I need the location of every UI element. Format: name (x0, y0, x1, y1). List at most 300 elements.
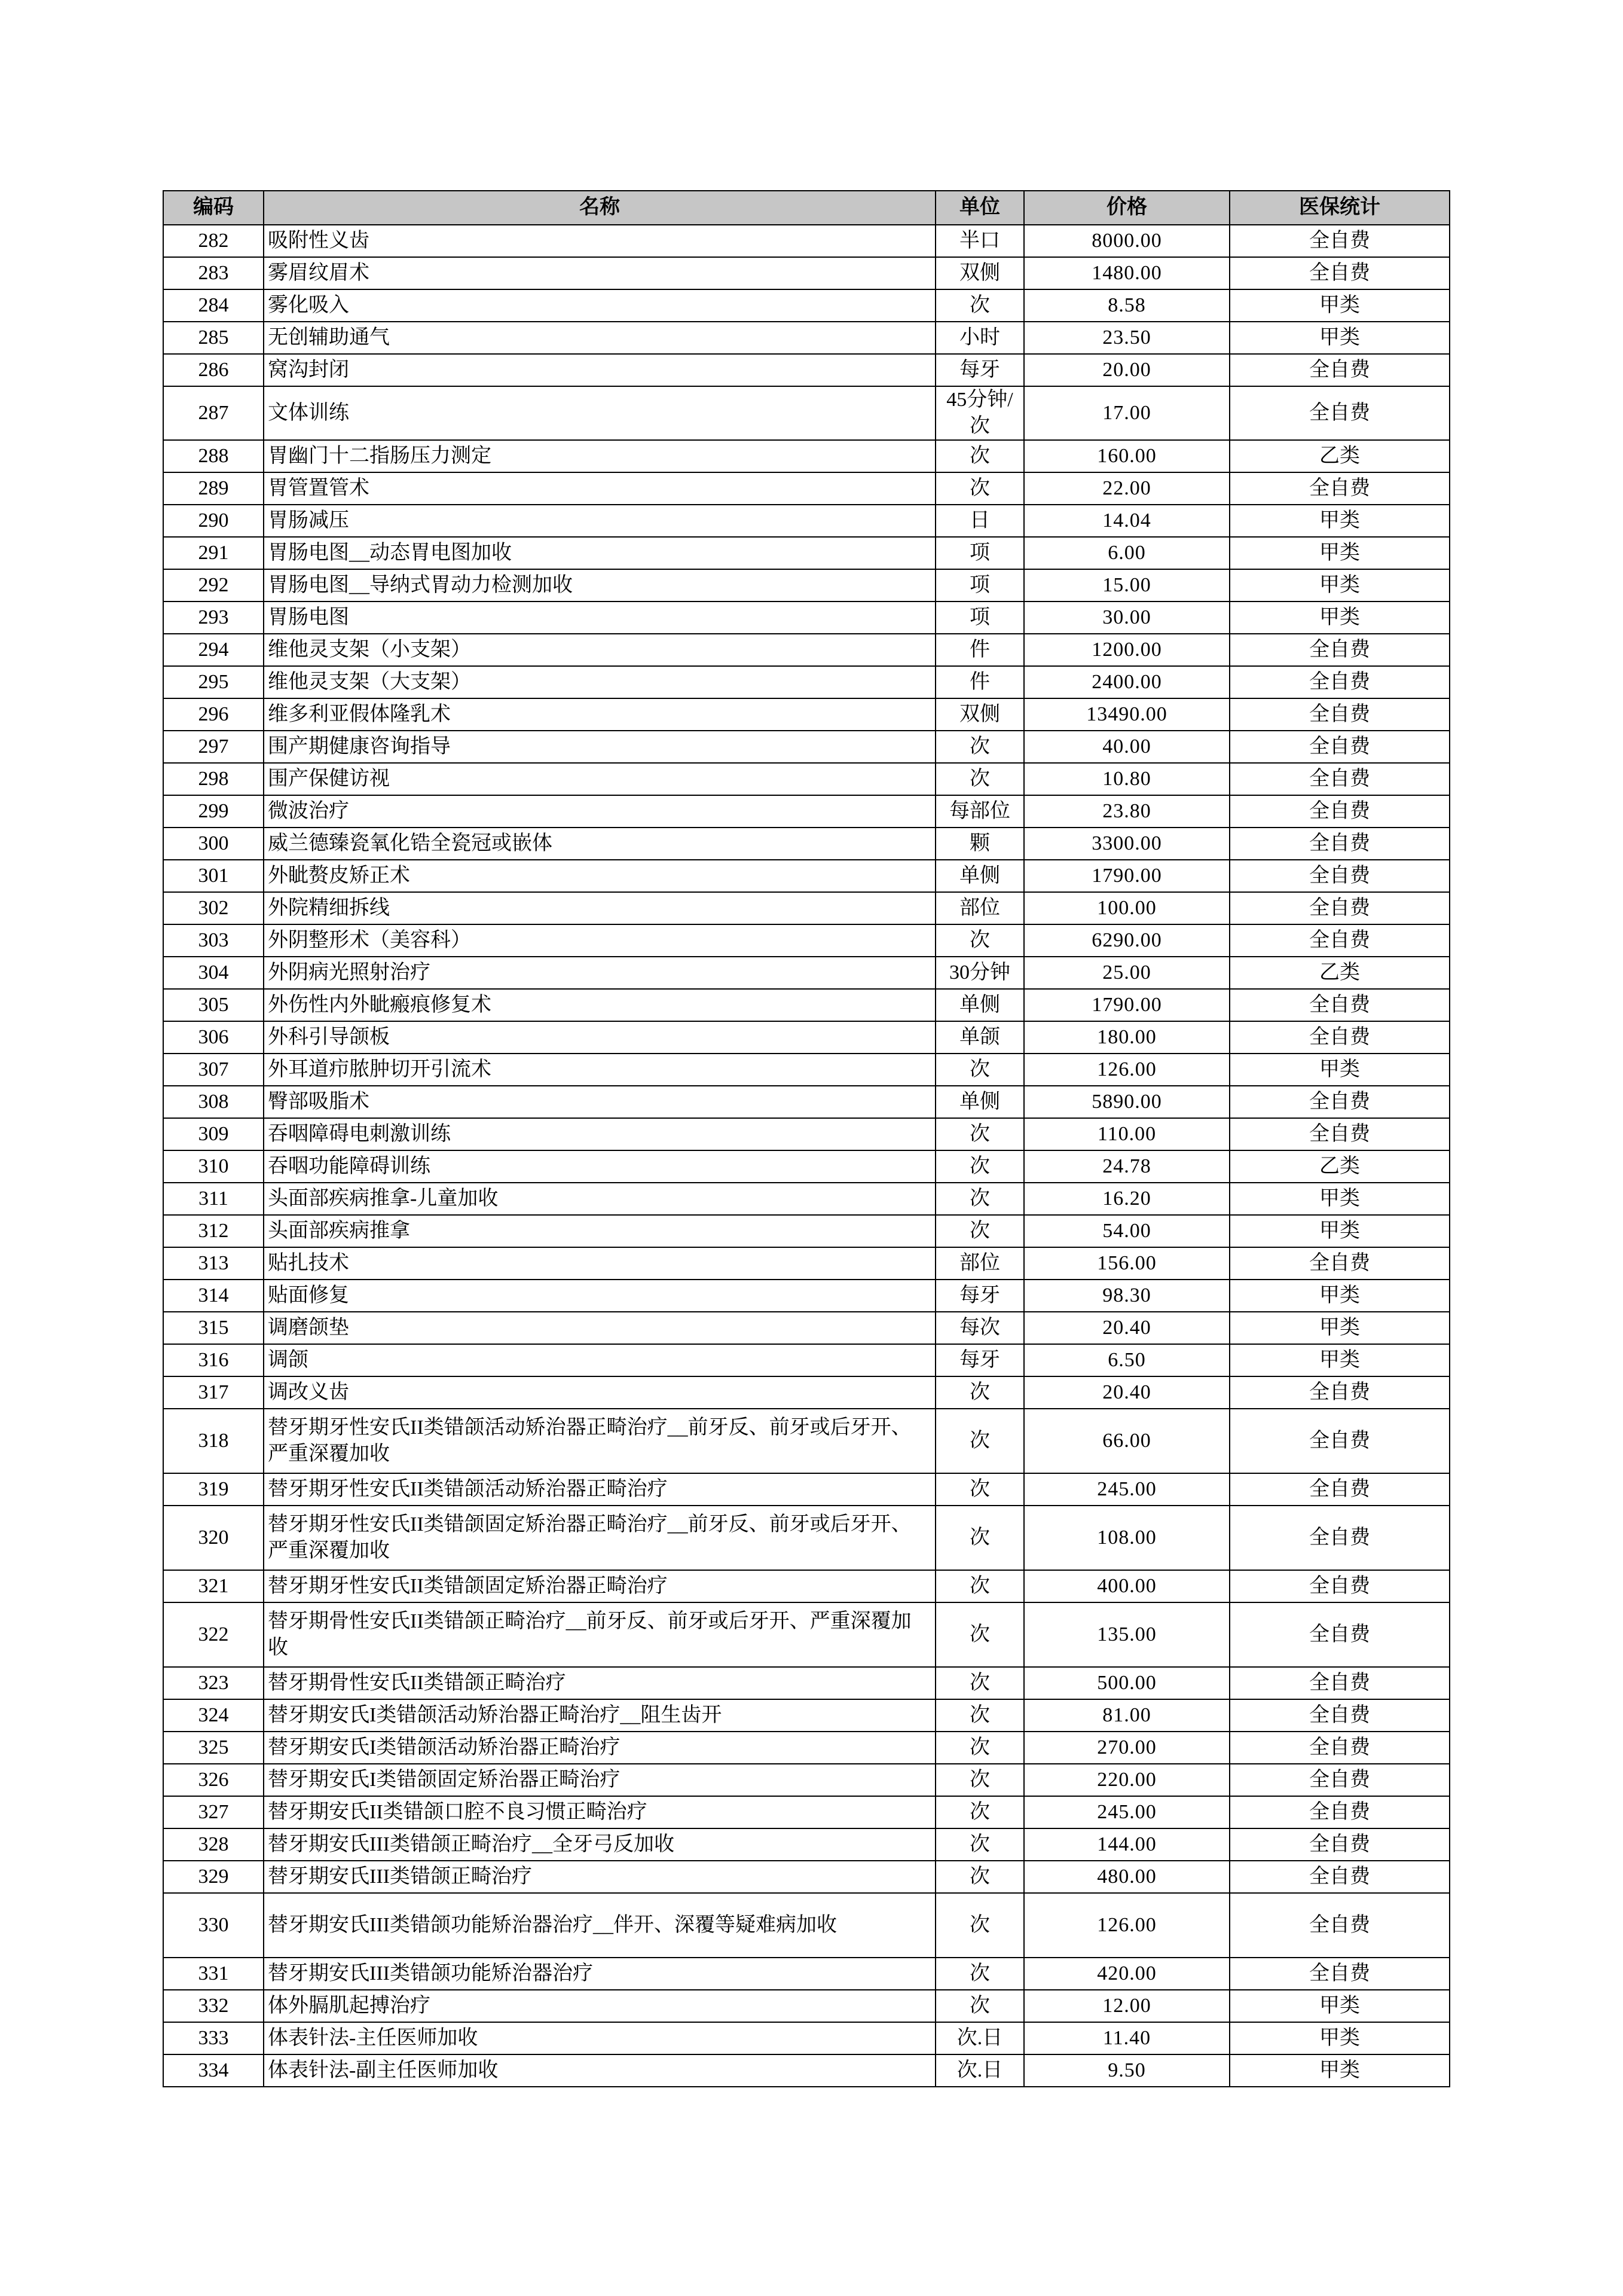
row-unit-cell: 次 (936, 1473, 1024, 1506)
row-insurance-cell: 甲类 (1230, 569, 1450, 602)
row-price-cell: 40.00 (1024, 731, 1230, 763)
row-unit-cell: 部位 (936, 1247, 1024, 1280)
row-insurance-cell: 全自费 (1230, 634, 1450, 666)
table-row (163, 1990, 1450, 2022)
row-insurance-cell: 全自费 (1230, 828, 1450, 860)
table-row (163, 1828, 1450, 1861)
row-insurance-cell: 全自费 (1230, 795, 1450, 828)
table-row (163, 1312, 1450, 1344)
table-row (163, 1506, 1450, 1570)
table-row (163, 1570, 1450, 1602)
row-price-cell: 15.00 (1024, 569, 1230, 602)
row-insurance-cell: 全自费 (1230, 698, 1450, 731)
row-code-cell: 315 (163, 1312, 264, 1344)
row-price-cell: 126.00 (1024, 1893, 1230, 1958)
price-list-table-container (163, 190, 1449, 2087)
row-name-cell: 威兰德臻瓷氧化锆全瓷冠或嵌体 (264, 828, 936, 860)
column-header-price: 价格 (1024, 191, 1230, 225)
medical-price-table (163, 190, 1450, 2087)
table-row (163, 698, 1450, 731)
row-unit-cell: 项 (936, 537, 1024, 569)
row-code-cell: 290 (163, 505, 264, 537)
row-unit-cell: 日 (936, 505, 1024, 537)
table-row (163, 860, 1450, 892)
row-unit-cell: 次 (936, 731, 1024, 763)
row-price-cell: 108.00 (1024, 1506, 1230, 1570)
row-insurance-cell: 甲类 (1230, 1280, 1450, 1312)
table-row (163, 505, 1450, 537)
row-unit-cell: 30分钟 (936, 957, 1024, 989)
row-name-cell: 无创辅助通气 (264, 322, 936, 354)
row-code-cell: 329 (163, 1861, 264, 1893)
row-name-cell: 头面部疾病推拿-儿童加收 (264, 1183, 936, 1215)
table-row (163, 795, 1450, 828)
row-insurance-cell: 甲类 (1230, 1054, 1450, 1086)
row-insurance-cell: 甲类 (1230, 602, 1450, 634)
row-price-cell: 13490.00 (1024, 698, 1230, 731)
row-name-cell: 替牙期安氏I类错颌活动矫治器正畸治疗__阻生齿开 (264, 1699, 936, 1732)
table-row (163, 1215, 1450, 1247)
row-price-cell: 8000.00 (1024, 225, 1230, 257)
row-name-cell: 外阴病光照射治疗 (264, 957, 936, 989)
row-price-cell: 1790.00 (1024, 989, 1230, 1021)
row-unit-cell: 每牙 (936, 1280, 1024, 1312)
row-code-cell: 330 (163, 1893, 264, 1958)
table-row (163, 1861, 1450, 1893)
row-insurance-cell: 全自费 (1230, 763, 1450, 795)
column-header-name: 名称 (264, 191, 936, 225)
row-name-cell: 外眦赘皮矫正术 (264, 860, 936, 892)
table-row (163, 1473, 1450, 1506)
table-row (163, 1280, 1450, 1312)
row-name-cell: 调磨颌垫 (264, 1312, 936, 1344)
row-code-cell: 325 (163, 1732, 264, 1764)
table-row (163, 225, 1450, 257)
row-unit-cell: 次 (936, 1409, 1024, 1473)
row-code-cell: 293 (163, 602, 264, 634)
row-code-cell: 328 (163, 1828, 264, 1861)
row-unit-cell: 单侧 (936, 860, 1024, 892)
row-unit-cell: 次 (936, 1861, 1024, 1893)
row-code-cell: 312 (163, 1215, 264, 1247)
row-price-cell: 135.00 (1024, 1602, 1230, 1667)
row-code-cell: 300 (163, 828, 264, 860)
row-name-cell: 吞咽功能障碍训练 (264, 1150, 936, 1183)
row-price-cell: 23.80 (1024, 795, 1230, 828)
row-price-cell: 6.50 (1024, 1344, 1230, 1376)
row-name-cell: 调改义齿 (264, 1376, 936, 1409)
column-header-code: 编码 (163, 191, 264, 225)
row-insurance-cell: 乙类 (1230, 957, 1450, 989)
row-code-cell: 284 (163, 289, 264, 322)
row-insurance-cell: 全自费 (1230, 1409, 1450, 1473)
row-price-cell: 20.40 (1024, 1312, 1230, 1344)
table-row (163, 1118, 1450, 1150)
row-unit-cell: 次 (936, 1183, 1024, 1215)
row-unit-cell: 次 (936, 1699, 1024, 1732)
row-unit-cell: 次 (936, 1667, 1024, 1699)
table-row (163, 1602, 1450, 1667)
row-code-cell: 296 (163, 698, 264, 731)
row-price-cell: 420.00 (1024, 1958, 1230, 1990)
row-price-cell: 1480.00 (1024, 257, 1230, 289)
row-price-cell: 180.00 (1024, 1021, 1230, 1054)
row-code-cell: 295 (163, 666, 264, 698)
row-code-cell: 307 (163, 1054, 264, 1086)
row-unit-cell: 半口 (936, 225, 1024, 257)
row-code-cell: 316 (163, 1344, 264, 1376)
row-unit-cell: 次 (936, 1828, 1024, 1861)
row-name-cell: 窝沟封闭 (264, 354, 936, 386)
row-insurance-cell: 全自费 (1230, 1376, 1450, 1409)
row-price-cell: 11.40 (1024, 2022, 1230, 2054)
row-unit-cell: 次 (936, 472, 1024, 505)
row-price-cell: 20.00 (1024, 354, 1230, 386)
row-code-cell: 304 (163, 957, 264, 989)
row-name-cell: 胃管置管术 (264, 472, 936, 505)
column-header-insurance: 医保统计 (1230, 191, 1450, 225)
row-code-cell: 301 (163, 860, 264, 892)
table-row (163, 1086, 1450, 1118)
row-code-cell: 283 (163, 257, 264, 289)
row-code-cell: 289 (163, 472, 264, 505)
row-price-cell: 10.80 (1024, 763, 1230, 795)
row-insurance-cell: 全自费 (1230, 1118, 1450, 1150)
row-unit-cell: 单侧 (936, 989, 1024, 1021)
row-name-cell: 替牙期牙性安氏II类错颌固定矫治器正畸治疗 (264, 1570, 936, 1602)
table-row (163, 1183, 1450, 1215)
row-price-cell: 22.00 (1024, 472, 1230, 505)
row-insurance-cell: 全自费 (1230, 1667, 1450, 1699)
row-code-cell: 332 (163, 1990, 264, 2022)
row-price-cell: 16.20 (1024, 1183, 1230, 1215)
row-name-cell: 外伤性内外眦瘢痕修复术 (264, 989, 936, 1021)
row-name-cell: 替牙期牙性安氏II类错颌活动矫治器正畸治疗 (264, 1473, 936, 1506)
row-code-cell: 287 (163, 386, 264, 440)
row-code-cell: 303 (163, 924, 264, 957)
row-insurance-cell: 全自费 (1230, 1699, 1450, 1732)
table-header (163, 191, 1450, 225)
table-row (163, 386, 1450, 440)
row-price-cell: 17.00 (1024, 386, 1230, 440)
row-insurance-cell: 甲类 (1230, 537, 1450, 569)
row-insurance-cell: 全自费 (1230, 1796, 1450, 1828)
row-insurance-cell: 全自费 (1230, 225, 1450, 257)
row-insurance-cell: 全自费 (1230, 1086, 1450, 1118)
row-price-cell: 2400.00 (1024, 666, 1230, 698)
row-unit-cell: 次.日 (936, 2022, 1024, 2054)
row-price-cell: 98.30 (1024, 1280, 1230, 1312)
row-name-cell: 微波治疗 (264, 795, 936, 828)
row-name-cell: 替牙期安氏III类错颌功能矫治器治疗 (264, 1958, 936, 1990)
row-price-cell: 220.00 (1024, 1764, 1230, 1796)
row-unit-cell: 双侧 (936, 698, 1024, 731)
row-price-cell: 5890.00 (1024, 1086, 1230, 1118)
row-code-cell: 286 (163, 354, 264, 386)
row-unit-cell: 次.日 (936, 2054, 1024, 2087)
row-insurance-cell: 全自费 (1230, 1861, 1450, 1893)
row-price-cell: 245.00 (1024, 1796, 1230, 1828)
row-unit-cell: 次 (936, 1796, 1024, 1828)
row-insurance-cell: 全自费 (1230, 892, 1450, 924)
row-code-cell: 326 (163, 1764, 264, 1796)
table-row (163, 1344, 1450, 1376)
row-insurance-cell: 全自费 (1230, 1506, 1450, 1570)
row-unit-cell: 次 (936, 1893, 1024, 1958)
row-name-cell: 调颌 (264, 1344, 936, 1376)
row-unit-cell: 单颌 (936, 1021, 1024, 1054)
row-unit-cell: 次 (936, 924, 1024, 957)
row-unit-cell: 次 (936, 1150, 1024, 1183)
row-name-cell: 替牙期安氏II类错颌口腔不良习惯正畸治疗 (264, 1796, 936, 1828)
row-insurance-cell: 全自费 (1230, 472, 1450, 505)
row-unit-cell: 件 (936, 666, 1024, 698)
row-price-cell: 24.78 (1024, 1150, 1230, 1183)
row-price-cell: 66.00 (1024, 1409, 1230, 1473)
row-insurance-cell: 全自费 (1230, 354, 1450, 386)
table-row (163, 1699, 1450, 1732)
row-insurance-cell: 甲类 (1230, 1215, 1450, 1247)
row-price-cell: 400.00 (1024, 1570, 1230, 1602)
row-price-cell: 8.58 (1024, 289, 1230, 322)
table-row (163, 1247, 1450, 1280)
row-price-cell: 14.04 (1024, 505, 1230, 537)
table-row (163, 2022, 1450, 2054)
column-header-unit: 单位 (936, 191, 1024, 225)
row-name-cell: 体表针法-主任医师加收 (264, 2022, 936, 2054)
row-insurance-cell: 全自费 (1230, 924, 1450, 957)
row-name-cell: 替牙期安氏III类错颌正畸治疗__全牙弓反加收 (264, 1828, 936, 1861)
row-name-cell: 文体训练 (264, 386, 936, 440)
table-row (163, 1054, 1450, 1086)
row-price-cell: 3300.00 (1024, 828, 1230, 860)
row-price-cell: 12.00 (1024, 1990, 1230, 2022)
table-row (163, 322, 1450, 354)
row-name-cell: 替牙期安氏III类错颌正畸治疗 (264, 1861, 936, 1893)
row-unit-cell: 颗 (936, 828, 1024, 860)
row-code-cell: 313 (163, 1247, 264, 1280)
table-row (163, 1667, 1450, 1699)
row-code-cell: 319 (163, 1473, 264, 1506)
row-price-cell: 30.00 (1024, 602, 1230, 634)
row-unit-cell: 次 (936, 1570, 1024, 1602)
row-unit-cell: 小时 (936, 322, 1024, 354)
row-unit-cell: 双侧 (936, 257, 1024, 289)
table-row (163, 472, 1450, 505)
row-insurance-cell: 全自费 (1230, 1021, 1450, 1054)
table-row (163, 1409, 1450, 1473)
row-unit-cell: 次 (936, 1602, 1024, 1667)
row-name-cell: 替牙期牙性安氏II类错颌固定矫治器正畸治疗__前牙反、前牙或后牙开、严重深覆加收 (264, 1506, 936, 1570)
row-code-cell: 292 (163, 569, 264, 602)
row-unit-cell: 45分钟/次 (936, 386, 1024, 440)
row-insurance-cell: 甲类 (1230, 1344, 1450, 1376)
table-body (163, 225, 1450, 2087)
row-name-cell: 胃肠电图__动态胃电图加收 (264, 537, 936, 569)
table-row (163, 537, 1450, 569)
table-row (163, 1150, 1450, 1183)
row-name-cell: 替牙期骨性安氏II类错颌正畸治疗__前牙反、前牙或后牙开、严重深覆加收 (264, 1602, 936, 1667)
row-price-cell: 81.00 (1024, 1699, 1230, 1732)
row-insurance-cell: 全自费 (1230, 386, 1450, 440)
row-insurance-cell: 全自费 (1230, 1828, 1450, 1861)
row-name-cell: 外院精细拆线 (264, 892, 936, 924)
row-unit-cell: 项 (936, 569, 1024, 602)
row-name-cell: 头面部疾病推拿 (264, 1215, 936, 1247)
row-price-cell: 9.50 (1024, 2054, 1230, 2087)
table-row (163, 440, 1450, 472)
row-name-cell: 体表针法-副主任医师加收 (264, 2054, 936, 2087)
row-code-cell: 285 (163, 322, 264, 354)
row-unit-cell: 每牙 (936, 354, 1024, 386)
row-code-cell: 317 (163, 1376, 264, 1409)
row-price-cell: 1200.00 (1024, 634, 1230, 666)
row-price-cell: 1790.00 (1024, 860, 1230, 892)
row-unit-cell: 次 (936, 1990, 1024, 2022)
row-unit-cell: 次 (936, 440, 1024, 472)
row-code-cell: 291 (163, 537, 264, 569)
row-insurance-cell: 甲类 (1230, 322, 1450, 354)
row-unit-cell: 次 (936, 1506, 1024, 1570)
row-code-cell: 282 (163, 225, 264, 257)
row-code-cell: 323 (163, 1667, 264, 1699)
row-insurance-cell: 全自费 (1230, 1247, 1450, 1280)
row-price-cell: 100.00 (1024, 892, 1230, 924)
row-insurance-cell: 乙类 (1230, 440, 1450, 472)
row-name-cell: 臀部吸脂术 (264, 1086, 936, 1118)
row-unit-cell: 部位 (936, 892, 1024, 924)
row-name-cell: 贴扎技术 (264, 1247, 936, 1280)
row-code-cell: 318 (163, 1409, 264, 1473)
table-row (163, 634, 1450, 666)
row-name-cell: 替牙期安氏I类错颌固定矫治器正畸治疗 (264, 1764, 936, 1796)
row-price-cell: 144.00 (1024, 1828, 1230, 1861)
row-price-cell: 126.00 (1024, 1054, 1230, 1086)
row-price-cell: 23.50 (1024, 322, 1230, 354)
row-price-cell: 25.00 (1024, 957, 1230, 989)
table-row (163, 602, 1450, 634)
row-unit-cell: 每次 (936, 1312, 1024, 1344)
row-insurance-cell: 全自费 (1230, 989, 1450, 1021)
row-code-cell: 320 (163, 1506, 264, 1570)
table-row (163, 957, 1450, 989)
row-name-cell: 吸附性义齿 (264, 225, 936, 257)
row-insurance-cell: 全自费 (1230, 1732, 1450, 1764)
row-insurance-cell: 甲类 (1230, 1990, 1450, 2022)
row-insurance-cell: 全自费 (1230, 666, 1450, 698)
row-insurance-cell: 甲类 (1230, 505, 1450, 537)
row-unit-cell: 次 (936, 1054, 1024, 1086)
table-row (163, 666, 1450, 698)
table-row (163, 924, 1450, 957)
row-name-cell: 外科引导颌板 (264, 1021, 936, 1054)
row-insurance-cell: 甲类 (1230, 289, 1450, 322)
row-name-cell: 维他灵支架（小支架） (264, 634, 936, 666)
row-code-cell: 322 (163, 1602, 264, 1667)
row-code-cell: 306 (163, 1021, 264, 1054)
row-name-cell: 贴面修复 (264, 1280, 936, 1312)
row-insurance-cell: 全自费 (1230, 1893, 1450, 1958)
row-name-cell: 胃肠电图__导纳式胃动力检测加收 (264, 569, 936, 602)
row-price-cell: 156.00 (1024, 1247, 1230, 1280)
row-insurance-cell: 甲类 (1230, 1183, 1450, 1215)
row-unit-cell: 项 (936, 602, 1024, 634)
table-row (163, 354, 1450, 386)
row-price-cell: 110.00 (1024, 1118, 1230, 1150)
table-row (163, 257, 1450, 289)
row-unit-cell: 单侧 (936, 1086, 1024, 1118)
row-price-cell: 6290.00 (1024, 924, 1230, 957)
row-insurance-cell: 全自费 (1230, 1473, 1450, 1506)
row-name-cell: 雾眉纹眉术 (264, 257, 936, 289)
table-row (163, 1376, 1450, 1409)
row-unit-cell: 次 (936, 1118, 1024, 1150)
row-price-cell: 54.00 (1024, 1215, 1230, 1247)
row-insurance-cell: 甲类 (1230, 1312, 1450, 1344)
table-row (163, 1796, 1450, 1828)
row-name-cell: 吞咽障碍电刺激训练 (264, 1118, 936, 1150)
row-name-cell: 围产期健康咨询指导 (264, 731, 936, 763)
row-price-cell: 245.00 (1024, 1473, 1230, 1506)
row-code-cell: 294 (163, 634, 264, 666)
table-row (163, 1732, 1450, 1764)
row-name-cell: 替牙期安氏I类错颌活动矫治器正畸治疗 (264, 1732, 936, 1764)
row-price-cell: 6.00 (1024, 537, 1230, 569)
row-code-cell: 297 (163, 731, 264, 763)
row-code-cell: 311 (163, 1183, 264, 1215)
row-name-cell: 雾化吸入 (264, 289, 936, 322)
row-insurance-cell: 全自费 (1230, 1570, 1450, 1602)
row-price-cell: 480.00 (1024, 1861, 1230, 1893)
table-row (163, 731, 1450, 763)
row-unit-cell: 次 (936, 1958, 1024, 1990)
table-row (163, 1764, 1450, 1796)
row-code-cell: 324 (163, 1699, 264, 1732)
row-unit-cell: 次 (936, 1215, 1024, 1247)
row-name-cell: 维多利亚假体隆乳术 (264, 698, 936, 731)
row-name-cell: 围产保健访视 (264, 763, 936, 795)
table-row (163, 1893, 1450, 1958)
table-row (163, 289, 1450, 322)
row-unit-cell: 次 (936, 1732, 1024, 1764)
row-insurance-cell: 全自费 (1230, 257, 1450, 289)
table-row (163, 569, 1450, 602)
row-price-cell: 500.00 (1024, 1667, 1230, 1699)
row-insurance-cell: 甲类 (1230, 2022, 1450, 2054)
row-price-cell: 270.00 (1024, 1732, 1230, 1764)
row-insurance-cell: 甲类 (1230, 2054, 1450, 2087)
row-name-cell: 胃幽门十二指肠压力测定 (264, 440, 936, 472)
table-row (163, 763, 1450, 795)
row-price-cell: 160.00 (1024, 440, 1230, 472)
row-code-cell: 305 (163, 989, 264, 1021)
table-row (163, 989, 1450, 1021)
row-insurance-cell: 乙类 (1230, 1150, 1450, 1183)
row-unit-cell: 每牙 (936, 1344, 1024, 1376)
table-row (163, 892, 1450, 924)
row-name-cell: 体外膈肌起搏治疗 (264, 1990, 936, 2022)
row-unit-cell: 次 (936, 763, 1024, 795)
row-code-cell: 299 (163, 795, 264, 828)
row-name-cell: 替牙期安氏III类错颌功能矫治器治疗__伴开、深覆等疑难病加收 (264, 1893, 936, 1958)
row-name-cell: 维他灵支架（大支架） (264, 666, 936, 698)
row-code-cell: 331 (163, 1958, 264, 1990)
row-unit-cell: 次 (936, 1376, 1024, 1409)
table-row (163, 1021, 1450, 1054)
row-insurance-cell: 全自费 (1230, 731, 1450, 763)
table-header-row (163, 191, 1450, 225)
row-code-cell: 333 (163, 2022, 264, 2054)
